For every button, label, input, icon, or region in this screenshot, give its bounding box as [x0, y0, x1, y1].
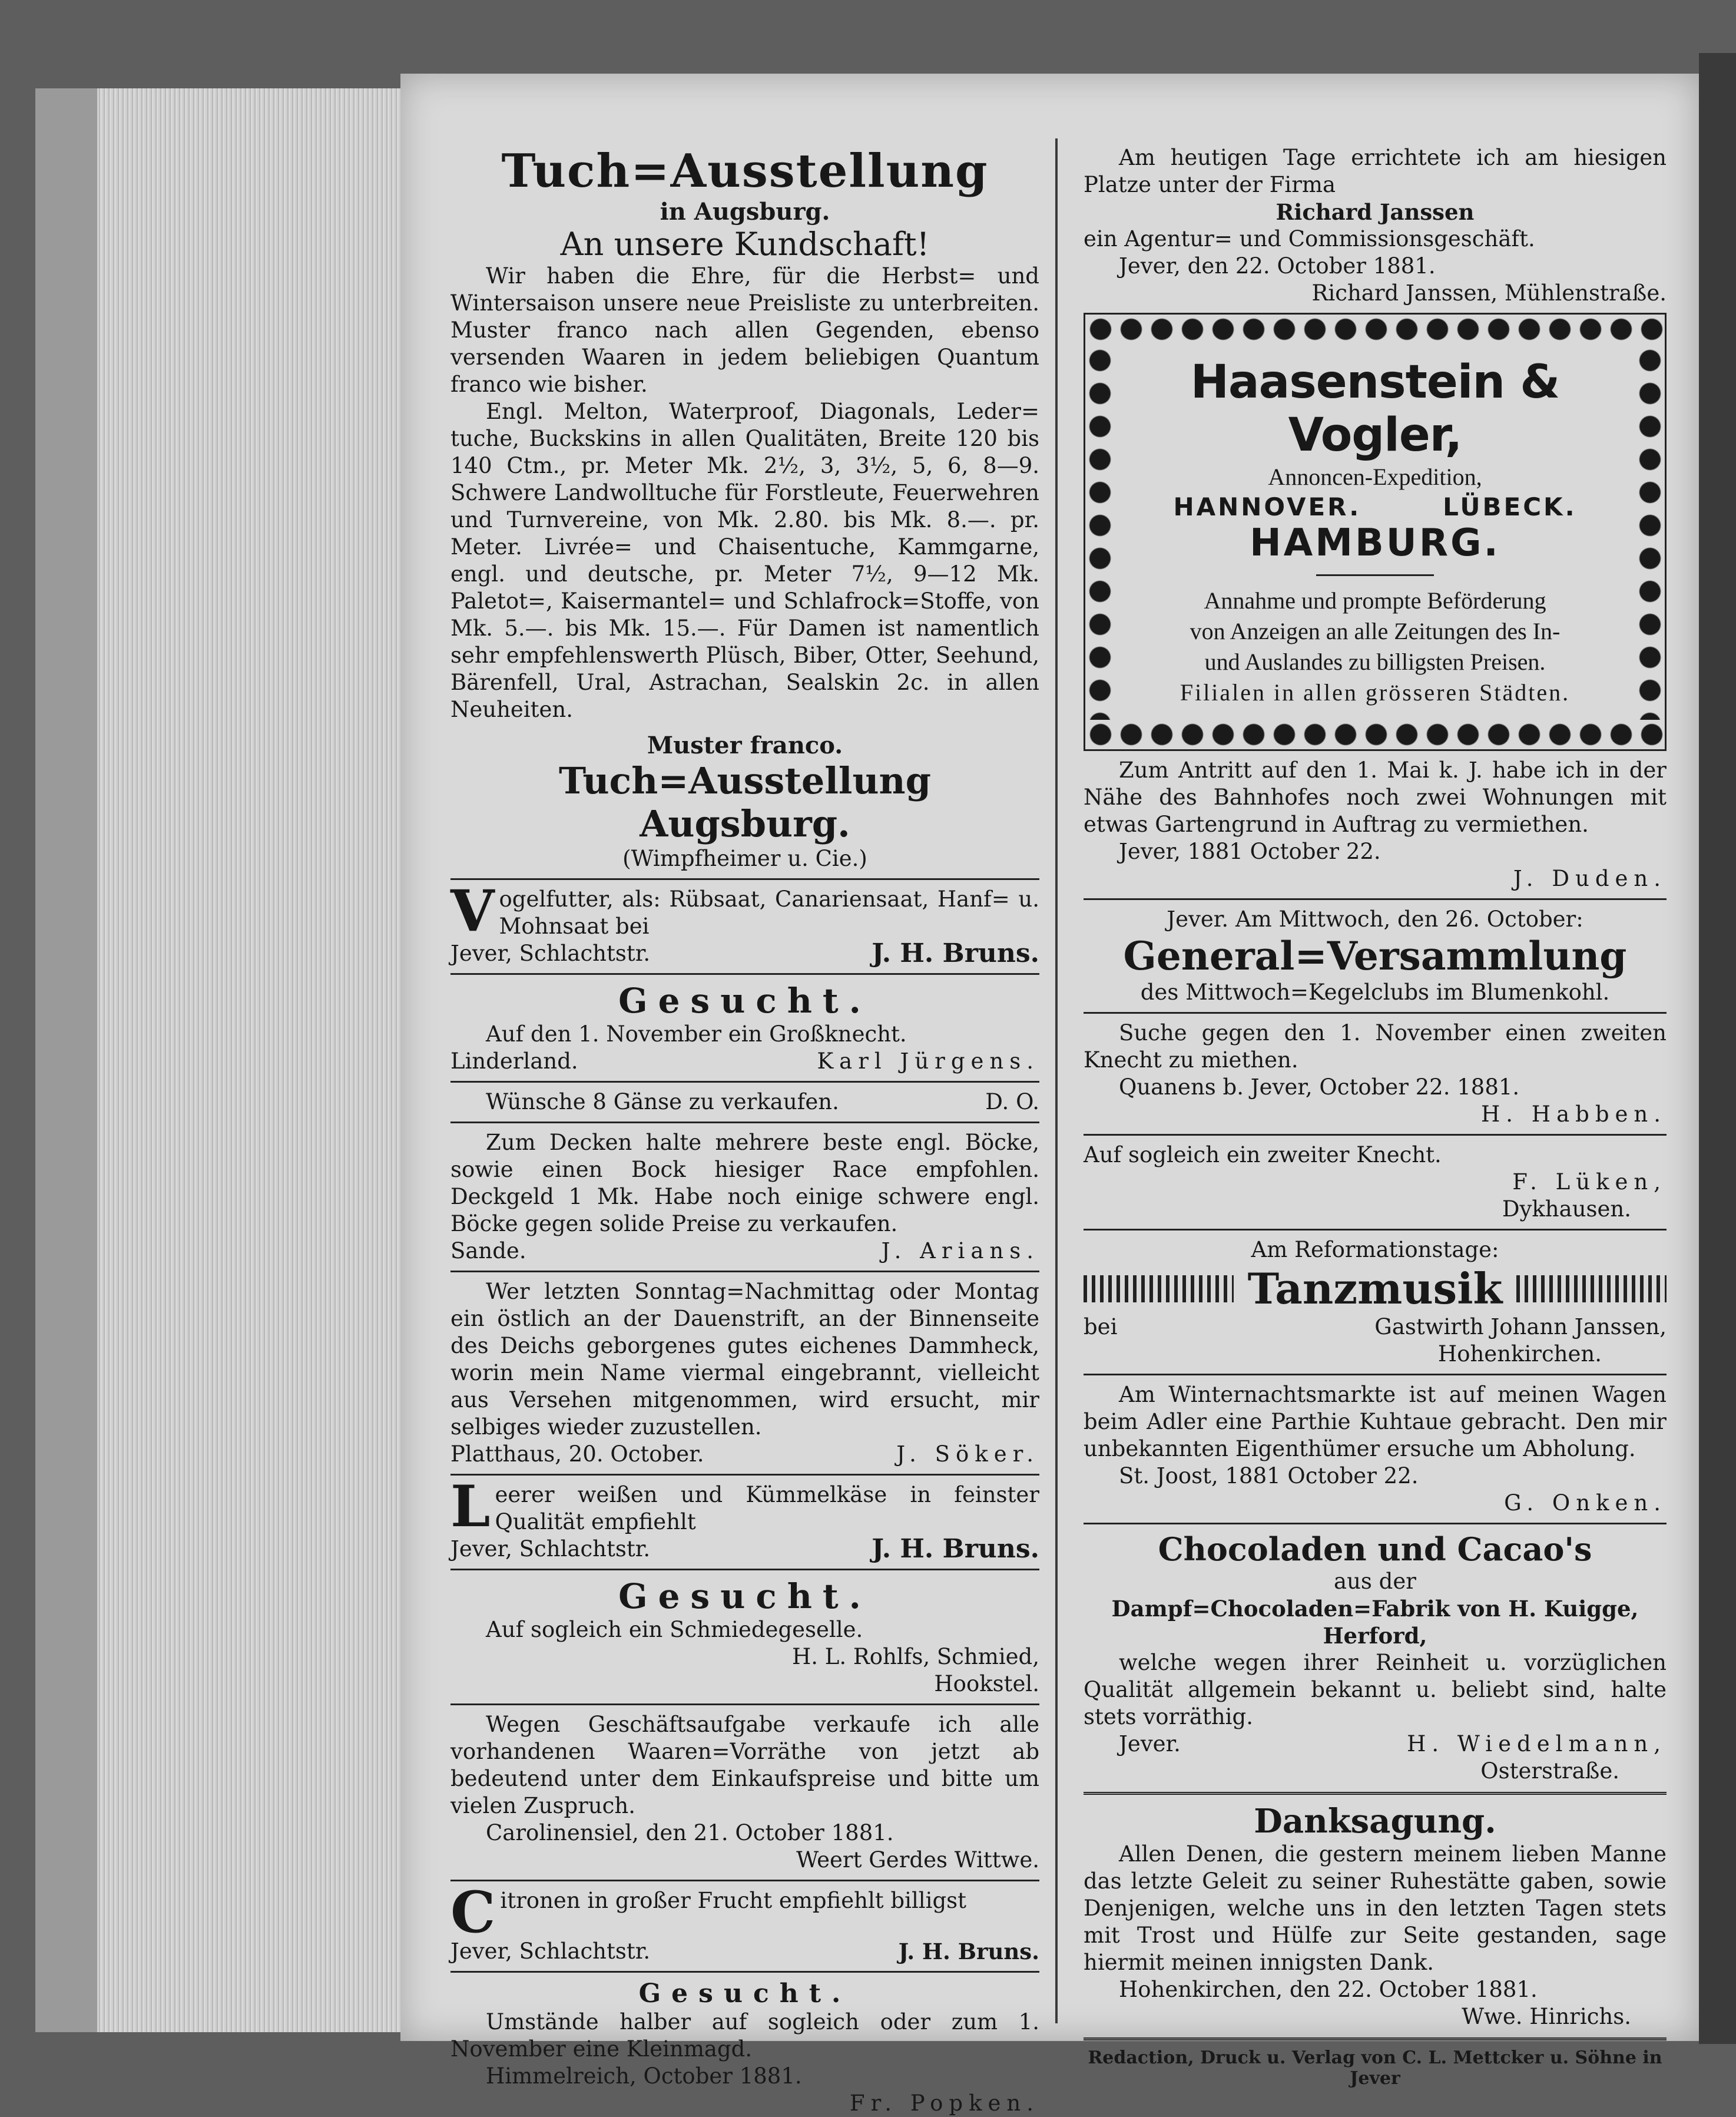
ad-place: Sande.: [450, 1238, 526, 1263]
ad-text: Zum Decken halte mehrere beste engl. Böcke, sowie einen Bock hiesiger Race empfohlen. Deckgeld 1 Mk. Habe noch einige schwere engl. Böcke gegen solide Preise zu verkaufen.: [450, 1130, 1039, 1236]
ad-subtitle: Annoncen-Expedition,: [1268, 464, 1482, 490]
ad-separator: [1084, 1374, 1667, 1375]
newspaper-page: [400, 74, 1699, 2116]
ad-signature: F. Lüken,: [1512, 1169, 1667, 1195]
ad-separator: [1084, 1012, 1667, 1014]
ad-separator: [450, 1474, 1039, 1476]
ad-firm-sub: (Wimpfheimer u. Cie.): [622, 846, 867, 871]
ad-heading: An unsere Kundschaft!: [560, 226, 930, 263]
ad-signature: J. Duden.: [1513, 866, 1667, 891]
ad-haasenstein-vogler: [1084, 313, 1667, 751]
ad-title: Haasenstein & Vogler,: [1190, 356, 1560, 462]
ad-place: Jever, 1881 October 22.: [1119, 839, 1381, 864]
ad-text: Auf sogleich ein Schmiedegeselle.: [486, 1617, 863, 1642]
ad-signature: J. Söker.: [896, 1441, 1039, 1467]
ad-place: St. Joost, 1881 October 22.: [1119, 1463, 1419, 1488]
ad-separator: [450, 1271, 1039, 1272]
ornament-right: [1516, 1275, 1667, 1302]
ad-separator: [450, 973, 1039, 975]
ad-separator: [450, 1569, 1039, 1570]
drop-cap: L: [450, 1473, 491, 1540]
ad-gesucht-schmied: [450, 1576, 1039, 1698]
ad-text: ein Agentur= und Commissionsgeschäft.: [1084, 226, 1535, 252]
ad-title: Chocoladen und Cacao's: [1158, 1530, 1592, 1568]
ad-gesucht-grossknecht: [450, 981, 1039, 1075]
short-rule: [1316, 574, 1434, 576]
ornament-border-bottom: [1085, 720, 1665, 749]
right-column: [1084, 144, 1667, 2089]
ad-knecht-habben: [1084, 1020, 1667, 1128]
left-column: [450, 144, 1039, 2117]
ad-text: ogelfutter, als: Rübsaat, Canariensaat, Hanf= u. Mohnsaat bei: [499, 887, 1039, 939]
ad-firm: Tuch=Ausstellung Augsburg.: [559, 759, 931, 845]
ad-subtitle: des Mittwoch=Kegelclubs im Blumenkohl.: [1140, 980, 1610, 1005]
ad-subtitle: aus der: [1334, 1569, 1416, 1594]
book-page-stack: [97, 88, 403, 2032]
ad-place: Jever, Schlachtstr.: [450, 1939, 651, 1964]
ad-signature: Richard Janssen, Mühlenstraße.: [1311, 280, 1667, 306]
ad-chocoladen: [1084, 1530, 1667, 1785]
ad-signature-place: Hohenkirchen.: [1437, 1341, 1602, 1367]
ad-kaese: [450, 1473, 1039, 1564]
ad-gesucht-kleinmagd: [450, 1979, 1039, 2117]
ad-title: Gesucht.: [618, 1576, 872, 1616]
ad-signature: H. Habben.: [1481, 1101, 1667, 1127]
ad-separator: [450, 1122, 1039, 1123]
ad-signature-place: Hookstel.: [934, 1671, 1039, 1696]
ad-text: Auf sogleich ein zweiter Knecht.: [1084, 1142, 1442, 1167]
ad-place: Jever, den 22. October 1881.: [1119, 253, 1436, 279]
city-label: LÜBECK.: [1443, 492, 1577, 521]
ad-factory: Dampf=Chocoladen=Fabrik von H. Kuigge, Herford,: [1111, 1596, 1639, 1649]
ad-text: itronen in großer Frucht empfiehlt billigst: [500, 1888, 966, 1913]
ad-tuch-ausstellung: [450, 144, 1039, 872]
drop-cap: V: [450, 878, 495, 944]
ad-title: Tanzmusik: [1247, 1263, 1503, 1314]
ad-separator: [450, 1971, 1039, 1973]
ad-separator: [450, 878, 1039, 880]
ad-place: Jever, Schlachtstr.: [450, 1536, 651, 1562]
ad-head: Am Reformationstage:: [1251, 1237, 1499, 1262]
ad-text: Suche gegen den 1. November einen zweiten Knecht zu miethen.: [1084, 1020, 1667, 1073]
ad-text: Umstände halber auf sogleich oder zum 1. November eine Kleinmagd.: [450, 2009, 1039, 2062]
ad-geschaeftsaufgabe: [450, 1711, 1039, 1874]
ad-gaense: [450, 1089, 1039, 1116]
ad-text: Wegen Geschäftsaufgabe verkaufe ich alle vorhandenen Waaren=Vorräthe von jetzt ab bedeutend unter dem Einkaufspreise und bitte um vielen Zuspruch.: [450, 1712, 1039, 1818]
ad-title: Tuch=Ausstellung: [501, 144, 989, 198]
ad-wohnungen: [1084, 757, 1667, 892]
ad-signature: J. Arians.: [881, 1238, 1039, 1263]
column-divider: [1055, 138, 1058, 2023]
ad-signature: J. H. Bruns.: [872, 938, 1039, 968]
ad-place: Linderland.: [450, 1048, 578, 1074]
city-label: HANNOVER.: [1173, 492, 1361, 521]
ad-place: Quanens b. Jever, October 22. 1881.: [1119, 1074, 1520, 1100]
ad-text: Wer letzten Sonntag=Nachmittag oder Montag ein östlich an der Dauenstrift, an der Binnenseite des Deichs geborgenes gutes eichenes Dammheck, worin mein Name viermal eingebrannt, vielleicht aus Versehen mitgenommen, wird ersucht, mir selbiges wieder zuzustellen.: [450, 1279, 1039, 1440]
ad-separator: [450, 1880, 1039, 1881]
ad-paragraph: Wir haben die Ehre, für die Herbst= und Wintersaison unsere neue Preisliste zu unterbreiten. Muster franco nach allen Gegenden, ebenso versenden Waaren in jedem beliebigen Quantum franco wie bisher.: [450, 263, 1039, 397]
ad-bei: bei: [1084, 1314, 1118, 1339]
ad-place: Himmelreich, October 1881.: [486, 2063, 802, 2089]
ad-place: Hohenkirchen, den 22. October 1881.: [1119, 1977, 1538, 2002]
ad-danksagung: [1084, 1802, 1667, 2030]
city-label: HAMBURG.: [1250, 521, 1500, 565]
ad-title: Danksagung.: [1254, 1802, 1496, 1841]
ad-tanzmusik: [1084, 1236, 1667, 1368]
ad-head: Jever. Am Mittwoch, den 26. October:: [1167, 907, 1583, 932]
ad-separator: [1084, 1134, 1667, 1136]
ad-signature: H. Wiedelmann,: [1407, 1731, 1667, 1757]
book-cover-edge: [1699, 53, 1736, 2044]
ad-line: und Auslandes zu billigsten Preisen.: [1204, 649, 1546, 675]
drop-cap: C: [450, 1879, 496, 1946]
ad-line: Filialen in allen grösseren Städten.: [1180, 679, 1571, 706]
ad-signature: Wwe. Hinrichs.: [1462, 2004, 1631, 2029]
ad-text: Auf den 1. November ein Großknecht.: [486, 1021, 907, 1047]
ad-agentur: [1084, 144, 1667, 307]
ad-title: Gesucht.: [618, 981, 872, 1021]
ad-place: Platthaus, 20. October.: [450, 1441, 704, 1467]
ad-text: Wünsche 8 Gänse zu verkaufen.: [486, 1089, 839, 1114]
ad-signature: H. L. Rohlfs, Schmied,: [791, 1644, 1039, 1669]
ad-separator: [1084, 1229, 1667, 1230]
ad-signature: Karl Jürgens.: [817, 1048, 1039, 1074]
ad-separator: [1084, 898, 1667, 900]
ad-text: Allen Denen, die gestern meinem lieben Manne das letzte Geleit zu seiner Ruhestätte gaben, sowie Denjenigen, welche uns in den letzten Tagen stets mit Trost und Hülfe zur Seite gestanden, sage hiermit meinen innigsten Dank.: [1084, 1841, 1667, 1975]
ad-place: Jever.: [1119, 1731, 1181, 1757]
ad-signature: D. O.: [985, 1089, 1039, 1114]
ad-dammheck: [450, 1278, 1039, 1468]
ornament-border-top: [1085, 315, 1665, 344]
ad-place: Jever, Schlachtstr.: [450, 941, 651, 966]
ad-separator: [450, 1081, 1039, 1083]
ad-separator: [450, 1703, 1039, 1705]
ad-signature: J. H. Bruns.: [898, 1939, 1039, 1964]
ad-signature: Fr. Popken.: [849, 2090, 1039, 2116]
ad-signature: Gastwirth Johann Janssen,: [1374, 1314, 1667, 1339]
ad-signature-place: Osterstraße.: [1480, 1758, 1619, 1784]
ornament-border-left: [1085, 344, 1115, 720]
ad-separator: [1084, 1523, 1667, 1524]
ad-title: Gesucht.: [638, 1979, 852, 2009]
ad-paragraph: Engl. Melton, Waterproof, Diagonals, Leder= tuche, Buckskins in allen Qualitäten, Breite 120 bis 140 Ctm., pr. Meter Mk. 2½, 3, 3½, 5, 6, 8—9. Schwere Landwolltuche für Forstleute, Feuerwehren und Turnvereine, von Mk. 2.80. bis Mk. 8.—. pr. Meter. Livrée= und Chaisentuche, Kammgarne, engl. und deutsche, pr. Meter 7½, 9—12 Mk. Paletot=, Kaisermantel= und Schlafrock=Stoffe, von Mk. 5.—. bis Mk. 15.—. Für Damen ist namentlich sehr empfehlenswerth Plüsch, Biber, Otter, Seehund, Bärenfell, Ural, Astrachan, Sealskin 2c. in allen Neuheiten.: [450, 399, 1039, 722]
ad-subtitle: in Augsburg.: [660, 198, 830, 226]
ad-place: Carolinensiel, den 21. October 1881.: [486, 1820, 894, 1845]
ad-line: von Anzeigen an alle Zeitungen des In-: [1190, 618, 1561, 644]
ad-text: Am heutigen Tage errichtete ich am hiesigen Platze unter der Firma: [1084, 145, 1667, 197]
ornament-left: [1084, 1275, 1234, 1302]
ad-firm: Richard Janssen: [1276, 199, 1475, 225]
imprint: Redaction, Druck u. Verlag von C. L. Mettcker u. Söhne in Jever: [1088, 2047, 1662, 2089]
ad-general-versammlung: [1084, 906, 1667, 1006]
ad-knecht-lueken: [1084, 1142, 1667, 1223]
ornament-border-right: [1635, 344, 1665, 720]
ad-kuhtaue: [1084, 1381, 1667, 1517]
ad-text: Am Winternachtsmarkte ist auf meinen Wagen beim Adler eine Parthie Kuhtaue gebracht. Den mir unbekannten Eigenthümer ersuche um Abholung.: [1084, 1382, 1667, 1461]
ad-line: Annahme und prompte Beförderung: [1204, 587, 1546, 614]
ad-signature: Weert Gerdes Wittwe.: [796, 1847, 1039, 1873]
ad-separator: [1084, 1792, 1667, 1795]
ad-note: Muster franco.: [647, 732, 843, 759]
ad-vogelfutter: [450, 878, 1039, 968]
ad-separator: [1084, 2037, 1667, 2040]
ad-boecke: [450, 1129, 1039, 1265]
ad-text: Zum Antritt auf den 1. Mai k. J. habe ich in der Nähe des Bahnhofes noch zwei Wohnungen mit etwas Gartengrund in Auftrag zu vermiethen.: [1084, 758, 1667, 837]
ad-text: eerer weißen und Kümmelkäse in feinster Qualität empfiehlt: [495, 1482, 1039, 1534]
ad-signature: J. H. Bruns.: [872, 1534, 1039, 1564]
ad-citronen: [450, 1879, 1039, 1965]
ad-signature: G. Onken.: [1504, 1490, 1667, 1516]
ad-text: welche wegen ihrer Reinheit u. vorzüglichen Qualität allgemein bekannt u. beliebt sind, halte stets vorräthig.: [1084, 1650, 1667, 1729]
ad-title: General=Versammlung: [1123, 933, 1627, 979]
ad-signature-place: Dykhausen.: [1502, 1196, 1631, 1222]
